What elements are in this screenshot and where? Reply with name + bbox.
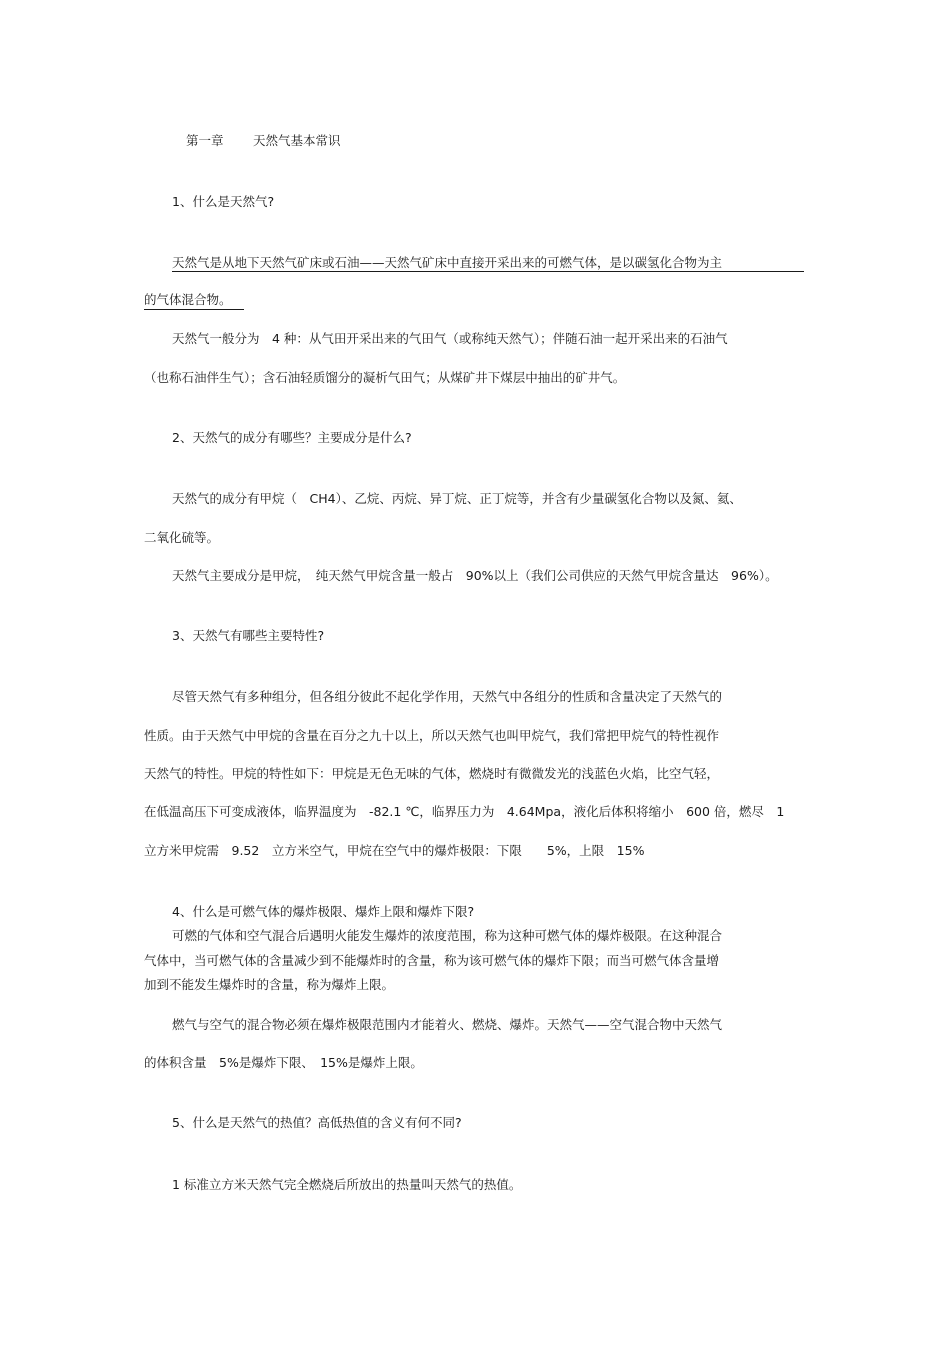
section-4-line-3: 加到不能发生爆炸时的含量，称为爆炸上限。	[144, 977, 395, 992]
section-5-heading: 5、什么是天然气的热值？高低热值的含义有何不同?	[172, 1115, 462, 1130]
section-4-paragraph-2-line-1: 燃气与空气的混合物必须在爆炸极限范围内才能着火、燃烧、爆炸。天然气——空气混合物中天然气	[172, 1017, 723, 1032]
chapter-title: 天然气基本常识	[253, 133, 341, 148]
section-4-paragraph-2-line-2: 的体积含量 5%是爆炸下限、 15%是爆炸上限。	[144, 1055, 423, 1070]
section-2-heading: 2、天然气的成分有哪些？主要成分是什么?	[172, 430, 412, 445]
section-3-line-4: 在低温高压下可变成液体，临界温度为 -82.1 ℃，临界压力为 4.64Mpa，液化后体积将缩小 600 倍，燃尽 1	[144, 804, 785, 819]
section-1-definition-line-1: 天然气是从地下天然气矿床或石油——天然气矿床中直接开采出来的可燃气体，是以碳氢化合物为主	[172, 255, 723, 270]
section-2-paragraph-1-line-1: 天然气的成分有甲烷（ CH4）、乙烷、丙烷、异丁烷、正丁烷等，并含有少量碳氢化合物以及氮、氦、	[172, 491, 742, 506]
definition-underline-2	[144, 309, 244, 310]
definition-underline-1	[172, 271, 804, 272]
section-3-line-5: 立方米甲烷需 9.52 立方米空气，甲烷在空气中的爆炸极限：下限 5%，上限 15%	[144, 843, 645, 858]
section-4-heading: 4、什么是可燃气体的爆炸极限、爆炸上限和爆炸下限?	[172, 904, 475, 919]
section-4-line-1: 可燃的气体和空气混合后遇明火能发生爆炸的浓度范围，称为这种可燃气体的爆炸极限。在这种混合	[172, 928, 723, 943]
section-3-line-1: 尽管天然气有多种组分，但各组分彼此不起化学作用，天然气中各组分的性质和含量决定了天然气的	[172, 689, 723, 704]
section-1-paragraph-2-line-2: （也称石油伴生气）；含石油轻质馏分的凝析气田气；从煤矿井下煤层中抽出的矿井气。	[144, 370, 626, 385]
section-2-paragraph-2-line-1: 天然气主要成分是甲烷， 纯天然气甲烷含量一般占 90%以上（我们公司供应的天然气甲烷含量达 96%）。	[172, 568, 778, 583]
section-3-line-3: 天然气的特性。甲烷的特性如下：甲烷是无色无味的气体，燃烧时有微微发光的浅蓝色火焰，比空气轻，	[144, 766, 720, 781]
section-3-heading: 3、天然气有哪些主要特性?	[172, 628, 325, 643]
section-1-heading: 1、什么是天然气?	[172, 194, 275, 209]
section-5-line-1: 1 标准立方米天然气完全燃烧后所放出的热量叫天然气的热值。	[172, 1177, 522, 1192]
section-2-paragraph-1-line-2: 二氧化硫等。	[144, 530, 220, 545]
section-3-line-2: 性质。由于天然气中甲烷的含量在百分之九十以上，所以天然气也叫甲烷气，我们常把甲烷气的特性视作	[144, 728, 720, 743]
section-1-paragraph-2-line-1: 天然气一般分为 4 种：从气田开采出来的气田气（或称纯天然气）；伴随石油一起开采出来的石油气	[172, 331, 728, 346]
section-4-line-2: 气体中，当可燃气体的含量减少到不能爆炸时的含量，称为该可燃气体的爆炸下限；而当可燃气体含量增	[144, 953, 720, 968]
chapter-label: 第一章	[186, 133, 224, 148]
section-1-definition-line-2: 的气体混合物。	[144, 292, 232, 307]
